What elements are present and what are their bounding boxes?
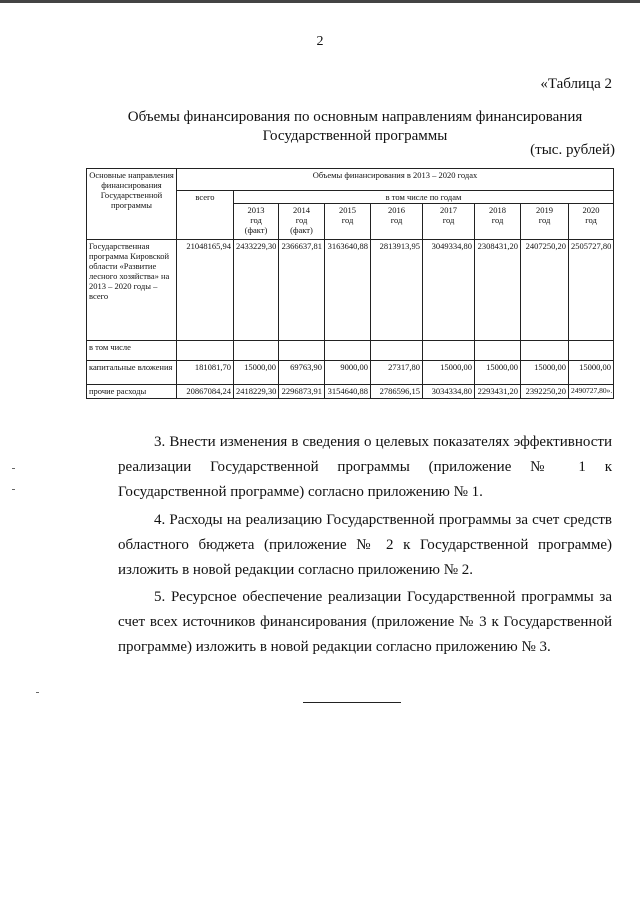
- row-value: 3034334,80: [423, 385, 475, 399]
- row-value: 2418229,30: [234, 385, 279, 399]
- year-value: 2014: [293, 205, 310, 215]
- row-value: 3163640,88: [325, 240, 371, 341]
- year-note: (факт): [244, 225, 268, 235]
- paragraph-5: 5. Ресурсное обеспечение реализации Государственной программы за счет всех источников финансирования (приложение № 3 к Государственной программе) изложить в новой редакции согласно приложению № 3.: [118, 589, 612, 655]
- closing-rule: [303, 702, 401, 703]
- year-value: 2017: [440, 205, 457, 215]
- year-value: 2013: [247, 205, 265, 215]
- row-value: [325, 341, 371, 361]
- row-value: [569, 341, 614, 361]
- table-row: [87, 240, 614, 341]
- paragraph-4: 4. Расходы на реализацию Государственной программы за счет средств областного бюджета (приложение № 2 к Государственной программе) изложить в новой редакции согласно приложению № 2.: [118, 512, 612, 578]
- header-year-cell: [521, 204, 569, 240]
- row-value: [423, 341, 475, 361]
- row-value: 2366637,81: [279, 240, 325, 341]
- year-value: 2015: [339, 205, 356, 215]
- year-unit: год: [295, 215, 308, 225]
- header-year-cell: [371, 204, 423, 240]
- row-value: 2433229,30: [234, 240, 279, 341]
- row-value: [475, 341, 521, 361]
- row-label: прочие расходы: [87, 385, 177, 399]
- header-year-cell: [234, 204, 279, 240]
- paragraph-3: 3. Внести изменения в сведения о целевых показателях эффективности реализации Государственной программы (приложение № 1 к Государственной программе) согласно приложению № 1.: [118, 434, 612, 500]
- table-row: [87, 385, 614, 399]
- year-note: (факт): [290, 225, 313, 235]
- header-year-cell: [279, 204, 325, 240]
- year-unit: год: [390, 215, 403, 225]
- row-label: Государственная программа Кировской области «Развитие лесного хозяйства» на 2013 – 2020 годы – всего: [87, 240, 177, 341]
- row-total: 181081,70: [177, 361, 234, 385]
- table-row: [87, 341, 614, 361]
- year-value: 2016: [388, 205, 405, 215]
- header-year-cell: [475, 204, 521, 240]
- row-value: 3154640,88: [325, 385, 371, 399]
- header-year-cell: [423, 204, 475, 240]
- row-total: [177, 341, 234, 361]
- row-value: 2296873,91: [279, 385, 325, 399]
- row-total: 21048165,94: [177, 240, 234, 341]
- page-number: 2: [316, 34, 324, 49]
- table-title: Объемы финансирования по основным направлениям финансирования Государственной программы: [127, 109, 583, 144]
- scan-artifact: [12, 489, 15, 490]
- year-unit: год: [341, 215, 354, 225]
- year-unit: год: [538, 215, 551, 225]
- header-directions: Основные направления финансирования Государственной программы: [87, 169, 177, 240]
- row-value: 15000,00: [569, 361, 614, 385]
- row-value: 15000,00: [234, 361, 279, 385]
- row-value: 15000,00: [475, 361, 521, 385]
- row-value: [371, 341, 423, 361]
- financing-table: [86, 168, 614, 399]
- units-label: (тыс. рублей): [530, 142, 615, 158]
- row-value: 9000,00: [325, 361, 371, 385]
- row-value: 2308431,20: [475, 240, 521, 341]
- row-value: [279, 341, 325, 361]
- header-by-years: в том числе по годам: [234, 191, 614, 204]
- scan-artifact: [12, 468, 15, 469]
- table-label: «Таблица 2: [540, 76, 612, 92]
- row-label: капитальные вложения: [87, 361, 177, 385]
- row-value: 2407250,20: [521, 240, 569, 341]
- row-value: [521, 341, 569, 361]
- table-row: [87, 361, 614, 385]
- row-label: в том числе: [87, 341, 177, 361]
- header-year-cell: [569, 204, 614, 240]
- year-unit: год: [491, 215, 504, 225]
- header-financing-volume: Объемы финансирования в 2013 – 2020 годах: [177, 169, 614, 191]
- row-value: 2813913,95: [371, 240, 423, 341]
- row-value: 2293431,20: [475, 385, 521, 399]
- row-value: 15000,00: [423, 361, 475, 385]
- year-unit: год: [442, 215, 455, 225]
- year-value: 2018: [489, 205, 506, 215]
- row-value: 2392250,20: [521, 385, 569, 399]
- row-value: 69763,90: [279, 361, 325, 385]
- scan-top-edge: [0, 0, 640, 3]
- year-unit: год: [585, 215, 597, 225]
- row-value: 2505727,80: [569, 240, 614, 341]
- header-total: всего: [177, 191, 234, 240]
- row-total: 20867084,24: [177, 385, 234, 399]
- year-value: 2019: [536, 205, 553, 215]
- header-year-cell: [325, 204, 371, 240]
- scan-artifact: [36, 692, 39, 693]
- row-value: 2490727,80».: [569, 385, 614, 399]
- row-value: 2786596,15: [371, 385, 423, 399]
- row-value: [234, 341, 279, 361]
- row-value: 27317,80: [371, 361, 423, 385]
- row-value: 3049334,80: [423, 240, 475, 341]
- year-value: 2020: [582, 205, 600, 215]
- row-value: 15000,00: [521, 361, 569, 385]
- table-header-row: [87, 169, 614, 191]
- year-unit: год: [250, 215, 262, 225]
